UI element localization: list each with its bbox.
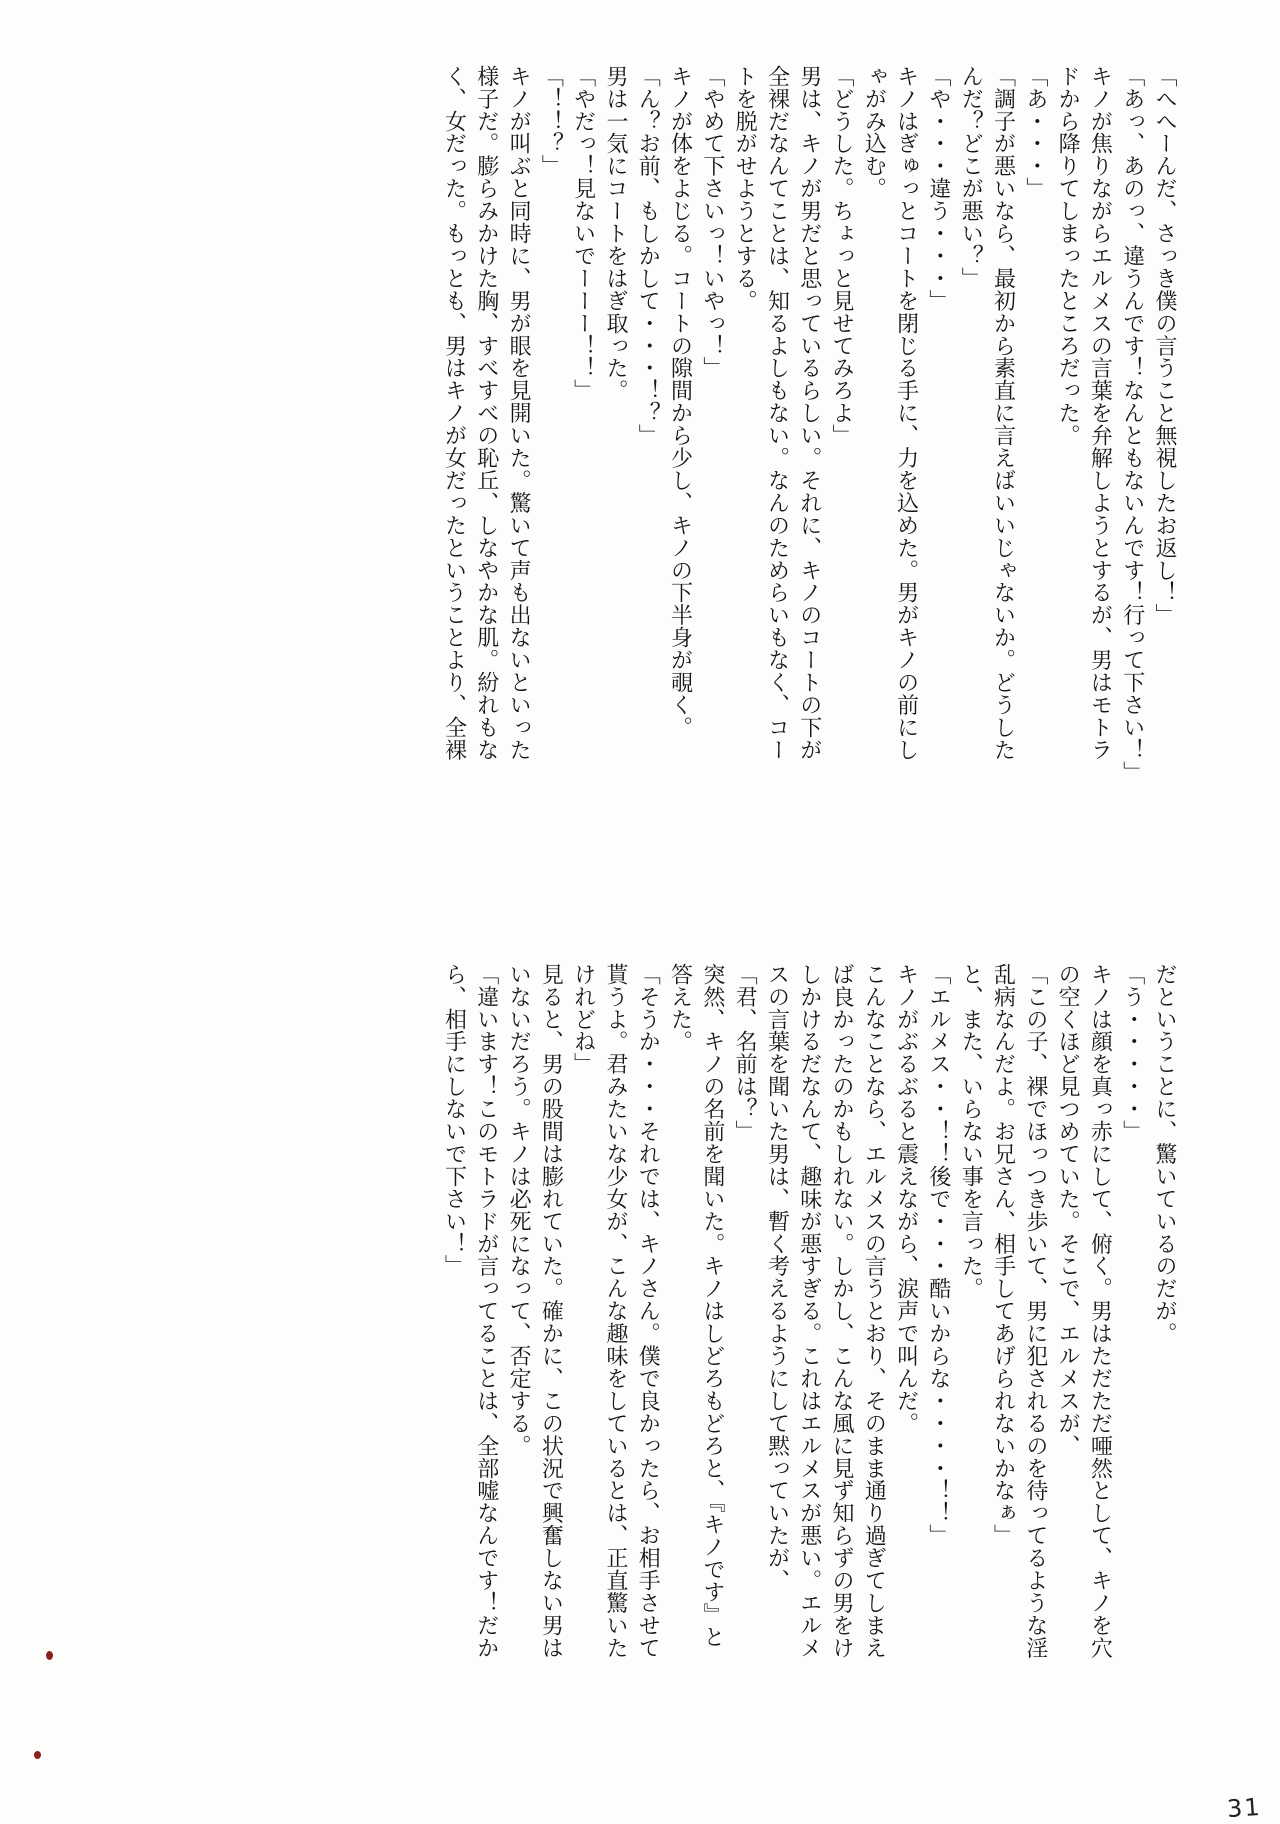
text-line: 「ん？お前、もしかして・・・！？」 xyxy=(635,65,661,447)
text-line: 「あ・・・」 xyxy=(1022,65,1048,200)
text-line: 「君、名前は？」 xyxy=(732,963,758,1143)
text-line: んだ？どこが悪い？」 xyxy=(958,65,984,290)
text-line: ら、相手にしないで下さい！」 xyxy=(441,963,467,1278)
text-line: キノが叫ぶと同時に、男が眼を見開いた。驚いて声も出ないといった xyxy=(506,65,532,761)
text-line: 「や・・・違う・・・」 xyxy=(925,65,951,312)
text-line: 貰うよ。君みたいな少女が、こんな趣味をしているとは、正直驚いた xyxy=(602,963,628,1659)
lower-text-block xyxy=(145,963,1180,1723)
text-line: 「う・・・・・」 xyxy=(1119,963,1145,1143)
text-line: トを脱がせようとする。 xyxy=(732,65,758,312)
text-line: 見ると、男の股間は膨れていた。確かに、この状況で興奮しない男は xyxy=(538,963,564,1659)
text-line: 「この子、裸でほっつき歩いて、男に犯されるのを待ってるような淫 xyxy=(1022,963,1048,1659)
text-line: けれどね」 xyxy=(570,963,596,1076)
text-line: ドから降りてしまったところだった。 xyxy=(1055,65,1081,447)
text-line: キノが焦りながらエルメスの言葉を弁解しようとするが、男はモトラ xyxy=(1087,65,1113,761)
text-line: 「違います！このモトラドが言ってることは、全部嘘なんです！だか xyxy=(473,963,499,1659)
text-line: の空くほど見つめていた。そこで、エルメスが、 xyxy=(1055,963,1081,1457)
text-line: キノはぎゅっとコートを閉じる手に、力を込めた。男がキノの前にし xyxy=(893,65,919,761)
text-line: 「調子が悪いなら、最初から素直に言えばいいじゃないか。どうした xyxy=(990,65,1016,761)
text-line: キノがぶるぶると震えながら、涙声で叫んだ。 xyxy=(893,963,919,1435)
text-line: しかけるだなんて、趣味が悪すぎる。これはエルメスが悪い。エルメ xyxy=(796,963,822,1659)
text-line: 男は一気にコートをはぎ取った。 xyxy=(602,65,628,402)
text-line: 様子だ。膨らみかけた胸、すべすべの恥丘、しなやかな肌。紛れもな xyxy=(473,65,499,761)
text-line: 乱病なんだよ。お兄さん、相手してあげられないかなぁ」 xyxy=(990,963,1016,1547)
text-line: キノは顔を真っ赤にして、俯く。男はただただ唖然として、キノを穴 xyxy=(1087,963,1113,1659)
text-line: 「そうか・・・それでは、キノさん。僕で良かったら、お相手させて xyxy=(635,963,661,1659)
text-line: キノが体をよじる。コートの隙間から少し、キノの下半身が覗く。 xyxy=(667,65,693,739)
text-line: 「！！？」 xyxy=(538,65,564,178)
text-line: ば良かったのかもしれない。しかし、こんな風に見ず知らずの男をけ xyxy=(829,963,855,1659)
text-line: 「やだっ！見ないでーーー！！」 xyxy=(570,65,596,402)
text-line: 「エルメス・・！！後で・・・酷いからな・・・・！！」 xyxy=(925,963,951,1547)
text-line: 男は、キノが男だと思っているらしい。それに、キノのコートの下が xyxy=(796,65,822,761)
text-line: く、女だった。もっとも、男はキノが女だったということより、全裸 xyxy=(441,65,467,761)
text-line: 答えた。 xyxy=(667,963,693,1053)
ink-stain xyxy=(46,1651,53,1660)
text-line: だということに、驚いているのだが。 xyxy=(1152,963,1177,1345)
text-line: 「へへーんだ、さっき僕の言うこと無視したお返し！」 xyxy=(1152,65,1177,627)
text-line: 「あっ、あのっ、違うんです！なんともないんです！行って下さい！」 xyxy=(1119,65,1145,784)
ink-stain xyxy=(34,1751,41,1759)
text-line: スの言葉を聞いた男は、暫く考えるようにして黙っていたが、 xyxy=(764,963,790,1592)
text-line: 「どうした。ちょっと見せてみろよ」 xyxy=(829,65,855,447)
page-number: 31 xyxy=(1226,1792,1263,1824)
text-line: と、また、いらない事を言った。 xyxy=(958,963,984,1300)
text-line: 突然、キノの名前を聞いた。キノはしどろもどろと、『キノです』と xyxy=(699,963,725,1648)
text-line: ゃがみ込む。 xyxy=(861,65,887,200)
text-line: こんなことなら、エルメスの言うとおり、そのまま通り過ぎてしまえ xyxy=(861,963,887,1659)
text-line: いないだろう。キノは必死になって、否定する。 xyxy=(506,963,532,1457)
upper-text-block xyxy=(145,65,1180,885)
text-line: 全裸だなんてことは、知るよしもない。なんのためらいもなく、コー xyxy=(764,65,790,761)
text-line: 「やめて下さいっ！いやっ！」 xyxy=(699,65,725,380)
